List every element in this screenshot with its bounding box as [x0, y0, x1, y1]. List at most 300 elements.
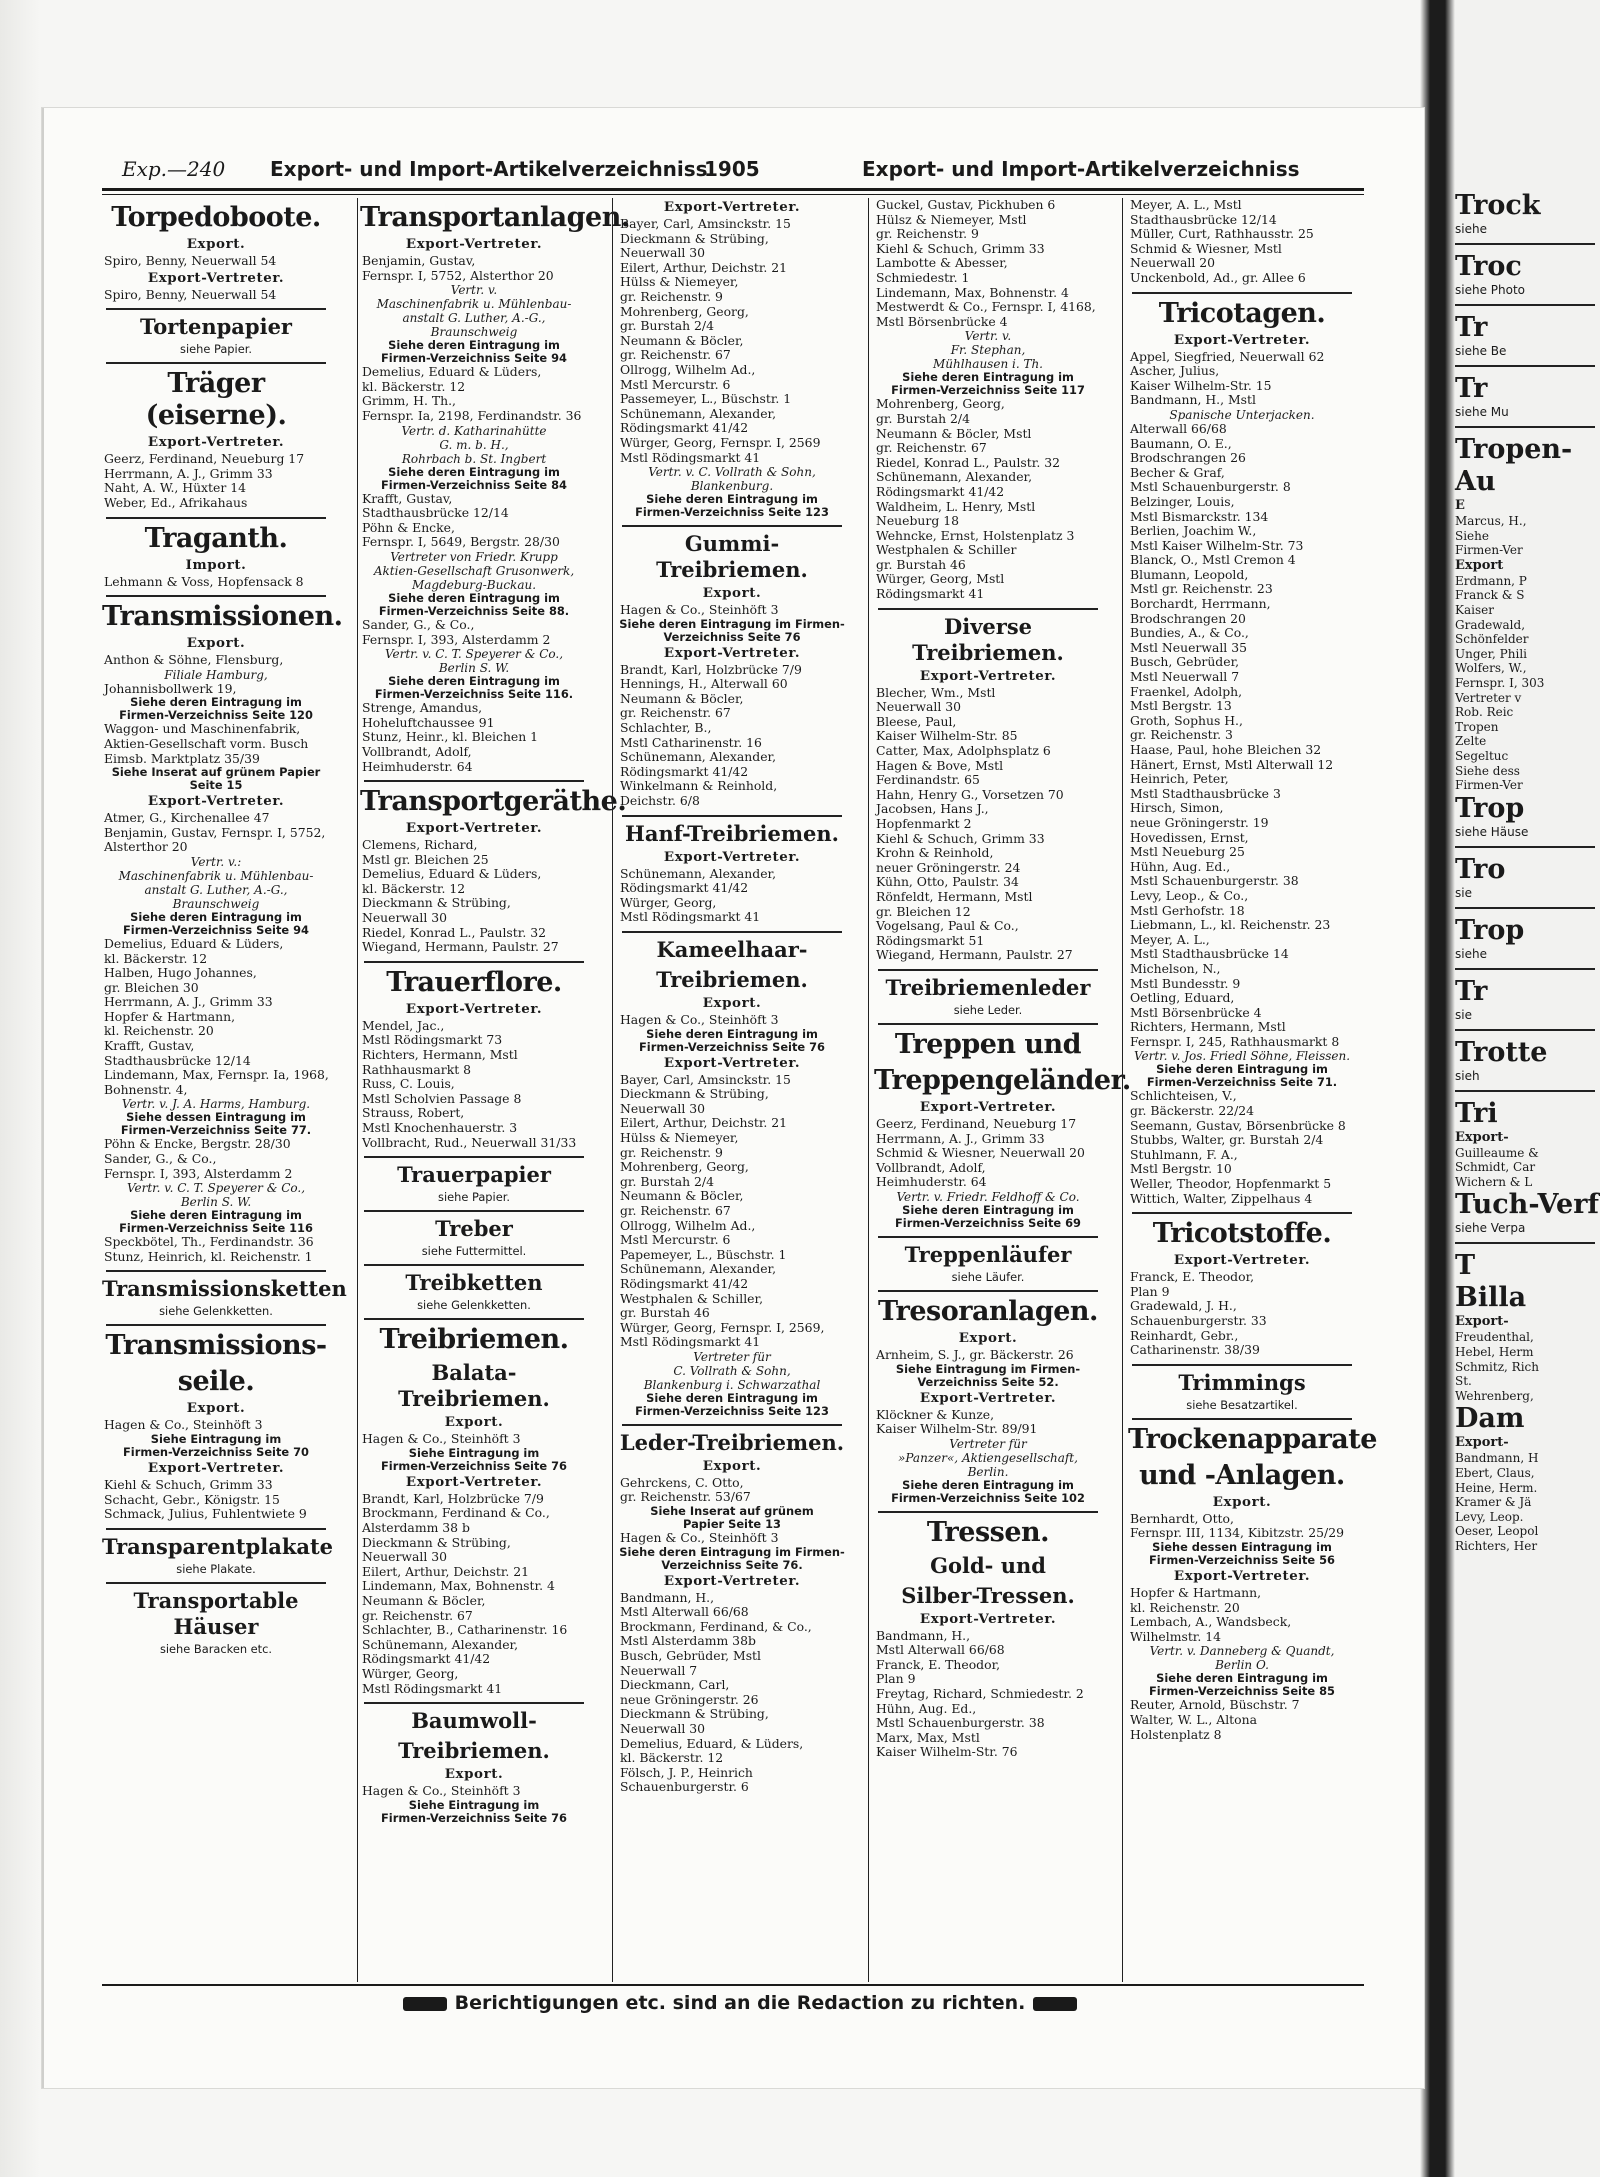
column-5 [1128, 197, 1377, 1982]
category-label: Export. [444, 1766, 504, 1783]
directory-entry: Demelius, Eduard & Lüders, [362, 866, 542, 882]
directory-entry: Dieckmann & Strübing, [362, 895, 511, 911]
register-note: Firmen-Verzeichniss Seite 120 [119, 708, 313, 723]
agency-note: Vertr. v. [964, 329, 1012, 344]
directory-entry: Wolfers, W., [1455, 661, 1527, 676]
section-divider [878, 1023, 1098, 1025]
category-label: Export-Vertreter. [1173, 1567, 1311, 1584]
section-heading: Transmissionen. [102, 601, 343, 633]
directory-entry: Dieckmann & Strübing, [620, 230, 769, 246]
directory-entry: Reuter, Arnold, Büschstr. 7 [1130, 1697, 1300, 1713]
directory-entry: Holstenplatz 8 [1130, 1726, 1222, 1742]
directory-entry: Schacht, Gebr., Königstr. 15 [104, 1491, 280, 1507]
directory-entry: Geerz, Ferdinand, Neueburg 17 [876, 1115, 1077, 1131]
agency-note: Vertr. v. Jos. Friedl Söhne, Fleissen. [1133, 1049, 1351, 1064]
agency-note: G. m. b. H., [439, 437, 509, 452]
directory-entry: Strauss, Robert, [362, 1105, 465, 1121]
directory-entry: Schönfelder [1455, 632, 1529, 647]
directory-entry: Michelson, N., [1130, 960, 1221, 976]
footer-note [390, 1992, 1090, 2014]
directory-entry: Neuerwall 30 [362, 910, 448, 926]
register-note: Siehe deren Eintragung im [902, 1202, 1074, 1217]
agency-note: Rohrbach b. St. Ingbert [401, 451, 547, 466]
directory-entry: Schlachter, B., [620, 720, 712, 736]
category-label: Export-Vertreter. [919, 1389, 1057, 1406]
cross-reference: siehe Häuse [1455, 824, 1529, 839]
agency-note: Vertreter von Friedr. Krupp [390, 549, 558, 564]
directory-entry: Eilert, Arthur, Deichstr. 21 [620, 1115, 788, 1131]
directory-entry: Vogelsang, Paul & Co., [876, 918, 1019, 934]
directory-entry: Eimsb. Marktplatz 35/39 [104, 750, 260, 766]
register-note: Firmen-Verzeichniss Seite 116. [374, 687, 574, 702]
directory-entry: Russ, C. Louis, [362, 1076, 455, 1092]
register-note: Firmen-Verzeichniss Seite 94 [123, 922, 309, 937]
directory-entry: Mstl gr. Reichenstr. 23 [1130, 581, 1273, 597]
directory-entry: Rob. Reic [1455, 705, 1514, 720]
agency-note: »Panzer«, Aktiengesellschaft, [898, 1450, 1078, 1465]
directory-entry: Franck, E. Theodor, [876, 1656, 1001, 1672]
directory-entry: Ascher, Julius, [1130, 363, 1220, 379]
directory-entry: Neueburg 18 [876, 513, 959, 529]
directory-entry: Belzinger, Louis, [1130, 493, 1235, 509]
directory-entry: Hennings, H., Alterwall 60 [620, 676, 788, 692]
directory-entry: Fernspr. I, 5752, Alsterthor 20 [362, 267, 554, 283]
directory-entry: Mendel, Jac., [362, 1017, 445, 1033]
directory-entry: Geerz, Ferdinand, Neueburg 17 [104, 451, 305, 467]
category-label: Export-Vertreter. [663, 1572, 801, 1589]
register-note: Firmen-Verzeichniss Seite 123 [635, 1403, 829, 1418]
cross-reference: siehe Gelenkketten. [417, 1298, 531, 1313]
directory-entry: Vertreter v [1455, 690, 1522, 705]
directory-entry: Meyer, A. L., [1130, 931, 1210, 947]
register-note: Firmen-Verzeichniss Seite 77. [120, 1123, 312, 1138]
directory-entry: Guckel, Gustav, Pickhuben 6 [876, 197, 1056, 212]
register-note: Firmen-Verzeichniss Seite 69 [895, 1215, 1081, 1230]
register-note: Firmen-Verzeichniss Seite 94 [381, 351, 567, 366]
directory-entry: Schünemann, Alexander, [620, 405, 777, 421]
directory-entry: Alsterdamm 38 b [362, 1519, 470, 1535]
directory-entry: gr. Reichenstr. 9 [620, 288, 723, 304]
directory-entry: Mstl Stadthausbrücke 3 [1130, 785, 1281, 801]
directory-entry: Liebmann, L., kl. Reichenstr. 23 [1130, 917, 1331, 933]
cross-reference: siehe Plakate. [176, 1561, 256, 1576]
category-label: Export. [186, 1400, 246, 1417]
register-note: Firmen-Verzeichniss Seite 70 [123, 1445, 309, 1459]
directory-entry: Brandt, Karl, Holzbrücke 7/9 [620, 661, 802, 677]
register-note: Verzeichniss Seite 52. [917, 1374, 1059, 1389]
category-label: Export-Vertreter. [147, 1460, 285, 1476]
directory-entry: Lindemann, Max, Bohnenstr. 4 [362, 1578, 555, 1594]
directory-entry: Westphalen & Schiller, [620, 1290, 764, 1306]
directory-entry: kl. Bäckerstr. 12 [620, 1750, 724, 1766]
subsection-heading: Hanf-Treibriemen. [625, 820, 839, 846]
section-heading: Troc [1455, 251, 1522, 282]
subsection-heading: Trauerpapier [397, 1162, 551, 1188]
register-note: Siehe deren Eintragung im Firmen- [619, 1544, 845, 1559]
section-heading: Tro [1455, 853, 1506, 885]
register-note: Siehe dessen Eintragung im [1152, 1539, 1332, 1554]
directory-entry: Rönfeldt, Hermann, Mstl [876, 888, 1033, 904]
directory-entry: Fernspr. I, 393, Alsterdamm 2 [104, 1165, 293, 1181]
directory-entry: Heimhuderstr. 64 [362, 758, 473, 774]
directory-entry: Hülss & Niemeyer, [620, 1129, 739, 1145]
directory-entry: Jacobsen, Hans J., [876, 801, 989, 817]
directory-entry: Mstl Neuerwall 35 [1130, 639, 1247, 655]
section-divider [106, 362, 326, 364]
directory-entry: Mstl Schauenburgerstr. 8 [1130, 479, 1291, 495]
register-note: Seite 15 [189, 778, 243, 793]
agency-note: anstalt G. Luther, A.-G., [144, 882, 288, 897]
section-divider [1132, 1212, 1352, 1214]
section-divider [364, 1156, 584, 1158]
directory-entry: Vollbrandt, Adolf, [362, 743, 472, 759]
directory-entry: Bleese, Paul, [876, 713, 957, 729]
directory-entry: Brodschrangen 20 [1130, 610, 1246, 626]
directory-entry: Franck & S [1455, 588, 1525, 603]
register-note: Firmen-Verzeichniss Seite 102 [891, 1490, 1085, 1505]
directory-entry: Neumann & Böcler, Mstl [876, 425, 1032, 441]
section-divider [364, 1210, 584, 1212]
section-divider [106, 1528, 326, 1530]
directory-entry: Lehmann & Voss, Hopfensack 8 [104, 573, 304, 589]
directory-entry: Lembach, A., Wandsbeck, [1130, 1614, 1292, 1630]
category-label: Export. [1212, 1493, 1272, 1510]
section-heading: Transportgeräthe. [360, 786, 627, 818]
directory-entry: Firmen-Ver [1455, 778, 1523, 793]
directory-entry: Rödingsmarkt 41/42 [620, 763, 749, 779]
section-divider [1455, 365, 1595, 367]
cross-reference: siehe Verpa [1455, 1221, 1526, 1236]
directory-entry: Mohrenberg, Georg, [620, 1159, 749, 1175]
directory-entry: Freudenthal, [1455, 1330, 1534, 1345]
section-divider [622, 931, 842, 933]
directory-entry: Tropen [1455, 719, 1499, 734]
category-label: Export-Vertreter. [147, 793, 285, 810]
register-note: Firmen-Verzeichniss Seite 76 [639, 1039, 825, 1054]
directory-entry: Mstl Bismarckstr. 134 [1130, 508, 1269, 524]
directory-entry: Schünemann, Alexander, [620, 1261, 777, 1277]
directory-entry: neue Gröningerstr. 26 [620, 1691, 759, 1707]
category-label: Export-Vertreter. [405, 236, 543, 252]
directory-entry: Rödingsmarkt 41/42 [876, 483, 1005, 499]
directory-entry: Rathhausmarkt 8 [362, 1061, 472, 1077]
agency-note: Vertreter für [949, 1436, 1027, 1451]
footer-rule [102, 1984, 1364, 1986]
directory-entry: Halben, Hugo Johannes, [104, 965, 257, 981]
directory-entry: Schünemann, Alexander, [876, 469, 1033, 485]
directory-entry: Sander, G., & Co., [104, 1151, 217, 1167]
directory-entry: Schünemann, Alexander, [620, 865, 777, 881]
directory-entry: Mstl Scholvien Passage 8 [362, 1090, 522, 1106]
directory-entry: Mstl Rödingsmarkt 41 [620, 449, 761, 465]
category-label: Export. [702, 1457, 762, 1474]
section-divider [1132, 292, 1352, 294]
directory-entry: Riedel, Konrad L., Paulstr. 32 [876, 454, 1060, 470]
section-divider [1455, 304, 1595, 306]
agency-note: Mühlhausen i. Th. [932, 357, 1043, 372]
section-heading: Tressen. [926, 1516, 1050, 1548]
directory-entry: Schlachter, B., Catharinenstr. 16 [362, 1622, 568, 1638]
section-divider [1455, 243, 1595, 245]
section-divider [1455, 846, 1595, 848]
directory-entry: Mestwerdt & Co., Fernspr. I, 4168, [876, 299, 1096, 315]
directory-entry: Fraenkel, Adolph, [1130, 683, 1243, 699]
register-note: Siehe deren Eintragung im [646, 492, 818, 507]
directory-entry: Strenge, Amandus, [362, 700, 483, 716]
category-label: Export. [702, 585, 762, 602]
cross-reference: siehe [1455, 946, 1487, 961]
section-divider [364, 1264, 584, 1266]
directory-entry: Schlichteisen, V., [1130, 1088, 1237, 1104]
directory-entry: Blumann, Leopold, [1130, 566, 1249, 582]
section-heading: Trockenapparate [1128, 1423, 1377, 1455]
register-note: Firmen-Verzeichniss Seite 88. [378, 603, 570, 618]
register-note: Siehe deren Eintragung im [646, 1390, 818, 1405]
section-heading: Treppengeländer. [874, 1064, 1131, 1096]
section-divider [106, 1270, 326, 1272]
directory-entry: Bayer, Carl, Amsinckstr. 15 [620, 1071, 791, 1087]
directory-entry: Ferdinandstr. 65 [876, 772, 980, 788]
directory-entry: Hagen & Co., Steinhöft 3 [362, 1783, 521, 1799]
directory-entry: Mohrenberg, Georg, [876, 396, 1005, 412]
adjacent-page-fragment [1455, 190, 1600, 2090]
directory-entry: Ollrogg, Wilhelm Ad., [620, 361, 756, 377]
directory-entry: Mstl Rödingsmarkt 41 [362, 1680, 503, 1696]
directory-entry: Mstl Knochenhauerstr. 3 [362, 1120, 518, 1135]
directory-entry: Neuerwall 30 [620, 245, 706, 261]
cross-reference: siehe [1455, 222, 1487, 236]
section-heading: Tr [1455, 373, 1488, 404]
section-heading: Tr [1455, 975, 1488, 1007]
cross-reference: siehe Mu [1455, 405, 1509, 419]
directory-entry: Wehncke, Ernst, Holstenplatz 3 [876, 527, 1075, 543]
agency-note: Maschinenfabrik u. Mühlenbau- [118, 868, 314, 883]
subsection-heading: Kameelhaar- [656, 937, 808, 962]
cross-reference: sieh [1455, 1068, 1480, 1083]
section-heading: und -Anlagen. [1139, 1459, 1345, 1491]
directory-entry: Lindemann, Max, Bohnenstr. 4 [876, 284, 1069, 300]
section-heading: Trotte [1455, 1036, 1548, 1068]
agency-note: Vertr. v. C. T. Speyerer & Co., [126, 1181, 306, 1196]
subsection-heading: Tortenpapier [140, 314, 292, 340]
directory-entry: Schmiedestr. 1 [876, 269, 970, 285]
column-separator [357, 198, 358, 1982]
directory-entry: Pöhn & Encke, [362, 519, 455, 535]
subsection-heading: Gummi-Treibriemen. [656, 531, 808, 583]
directory-entry: St. [1455, 1374, 1472, 1389]
directory-entry: Oetling, Eduard, [1130, 990, 1235, 1006]
directory-entry: Oeser, Leopol [1455, 1524, 1539, 1539]
directory-entry: Mstl Börsenbrücke 4 [1130, 1004, 1262, 1020]
directory-entry: gr. Reichenstr. 67 [620, 1202, 731, 1218]
directory-entry: Schünemann, Alexander, [362, 1636, 519, 1652]
section-heading: seile. [177, 1366, 255, 1398]
category-label: Export-Vertreter. [405, 1000, 543, 1017]
directory-entry: Weber, Ed., Afrikahaus [104, 494, 248, 510]
register-note: Firmen-Verzeichniss Seite 116 [119, 1221, 313, 1236]
register-note: Papier Seite 13 [683, 1517, 781, 1532]
directory-entry: Richters, Her [1455, 1539, 1538, 1553]
directory-entry: Rödingsmarkt 51 [876, 932, 985, 948]
agency-note: Vertr. v. [450, 283, 498, 298]
register-note: Siehe deren Eintragung im [130, 1208, 302, 1223]
section-divider [1455, 968, 1595, 970]
category-label: Export-Vertreter. [663, 199, 801, 215]
section-divider [364, 1702, 584, 1704]
register-note: Siehe Inserat auf grünem [650, 1504, 814, 1519]
directory-entry: kl. Reichenstr. 20 [1130, 1599, 1240, 1615]
directory-entry: Winkelmann & Reinhold, [620, 778, 778, 794]
section-divider [364, 1318, 584, 1320]
category-label: Export-Vertreter. [663, 644, 801, 661]
directory-entry: Schmid & Wiesner, Mstl [1130, 240, 1282, 256]
section-divider [622, 815, 842, 817]
directory-entry: Mstl Mercurstr. 6 [620, 376, 731, 392]
register-note: Siehe deren Eintragung im [902, 1477, 1074, 1492]
register-note: Siehe Inserat auf grünem Papier [111, 765, 321, 780]
agency-note: Braunschweig [172, 896, 260, 911]
directory-entry: Stubbs, Walter, gr. Burstah 2/4 [1130, 1132, 1324, 1148]
directory-entry: Johannisbollwerk 19, [104, 680, 237, 696]
directory-entry: Sander, G., & Co., [362, 616, 475, 632]
subsection-heading: Transparentplakate [102, 1533, 334, 1559]
directory-entry: kl. Bäckerstr. 12 [362, 880, 466, 896]
directory-entry: Bundies, A., & Co., [1130, 625, 1249, 641]
directory-entry: Seemann, Gustav, Börsenbrücke 8 [1130, 1117, 1346, 1133]
category-label: Export. [444, 1414, 504, 1431]
section-divider [106, 1582, 326, 1584]
directory-entry: Wilhelmstr. 14 [1130, 1628, 1222, 1644]
subsection-heading: Treppenläufer [904, 1241, 1072, 1267]
subsection-heading: Leder-Treibriemen. [619, 1429, 845, 1455]
agency-note: Magdeburg-Buckau. [411, 577, 537, 592]
cross-reference: siehe Läufer. [951, 1269, 1025, 1284]
directory-entry: Würger, Georg, Fernspr. I, 2569, [620, 1319, 825, 1335]
directory-entry: Herrmann, A. J., Grimm 33 [104, 994, 273, 1010]
page-number: Exp.—240 [122, 157, 226, 181]
header-rule-thin [102, 194, 1364, 195]
directory-entry: Brockmann, Ferdinand & Co., [362, 1505, 550, 1521]
register-note: Siehe deren Eintragung im [646, 1026, 818, 1041]
directory-entry: Becher & Graf, [1130, 464, 1225, 480]
directory-entry: Bandmann, H., Mstl [1130, 392, 1256, 408]
directory-entry: Franck, E. Theodor, [1130, 1269, 1255, 1285]
directory-entry: Fernspr. I, 245, Rathhausmarkt 8 [1130, 1033, 1340, 1049]
directory-entry: Hagen & Co., Steinhöft 3 [620, 1530, 779, 1546]
directory-entry: Hänert, Ernst, Mstl Alterwall 12 [1130, 756, 1334, 772]
cross-reference: siehe Be [1455, 344, 1507, 358]
directory-entry: Appel, Siegfried, Neuerwall 62 [1130, 348, 1325, 364]
section-heading: Transportanlagen. [360, 202, 630, 233]
directory-entry: gr. Bäckerstr. 22/24 [1130, 1103, 1255, 1119]
pointing-hand-icon [403, 1997, 447, 2011]
directory-entry: Hülss & Niemeyer, [620, 274, 739, 290]
directory-entry: gr. Burstah 46 [620, 1305, 710, 1321]
category-label: Export. [702, 995, 762, 1011]
directory-entry: gr. Reichenstr. 3 [1130, 727, 1233, 743]
directory-entry: Levy, Leop. [1455, 1509, 1524, 1524]
directory-entry: Mohrenberg, Georg, [620, 303, 749, 319]
directory-entry: Eilert, Arthur, Deichstr. 21 [362, 1563, 530, 1579]
directory-entry: Wehrenberg, [1455, 1388, 1534, 1403]
cross-reference: siehe Futtermittel. [421, 1244, 527, 1259]
subsection-heading: Treber [435, 1216, 513, 1242]
directory-entry: Hahn, Henry G., Vorsetzen 70 [876, 786, 1064, 802]
directory-entry: Dieckmann & Strübing, [620, 1706, 769, 1722]
directory-entry: Catter, Max, Adolphsplatz 6 [876, 743, 1051, 759]
section-divider [364, 780, 584, 782]
register-note: Siehe dessen Eintragung im [126, 1110, 306, 1125]
agency-note: Filiale Hamburg, [164, 667, 268, 682]
section-divider [878, 969, 1098, 971]
directory-entry: gr. Bleichen 12 [876, 903, 971, 919]
directory-entry: Rödingsmarkt 41/42 [620, 1275, 749, 1291]
cross-reference: siehe Gelenkketten. [159, 1304, 273, 1319]
agency-note: Aktien-Gesellschaft Grusonwerk, [373, 563, 575, 578]
agency-note: Blankenburg. [690, 479, 774, 494]
agency-note: anstalt G. Luther, A.-G., [402, 311, 546, 326]
directory-entry: Speckbötel, Th., Ferdinandstr. 36 [104, 1234, 314, 1250]
column-separator [1122, 198, 1123, 1982]
directory-entry: Hopfer & Hartmann, [104, 1008, 236, 1024]
directory-entry: Hagen & Co., Steinhöft 3 [620, 602, 779, 618]
directory-entry: Meyer, A. L., Mstl [1130, 197, 1242, 212]
directory-entry: Stunz, Heinr., kl. Bleichen 1 [362, 729, 539, 745]
category-label: Export-Vertreter. [405, 1473, 543, 1490]
section-heading: Tricotagen. [1158, 297, 1326, 329]
section-heading: Transmissions- [105, 1330, 327, 1362]
section-divider [878, 1290, 1098, 1292]
subsection-heading: Transmissionsketten [102, 1276, 347, 1302]
directory-entry: Wichern & L [1455, 1174, 1533, 1189]
directory-entry: Neuerwall 20 [1130, 255, 1216, 271]
directory-entry: Unger, Phili [1455, 646, 1527, 661]
directory-entry: Stadthausbrücke 12/14 [1130, 211, 1277, 227]
directory-entry: Arnheim, S. J., gr. Bäckerstr. 26 [876, 1346, 1074, 1362]
directory-entry: Würger, Georg, [620, 894, 717, 910]
directory-entry: Passemeyer, L., Büschstr. 1 [620, 391, 792, 407]
agency-note: Spanische Unterjacken. [1169, 407, 1315, 422]
directory-entry: Mstl Rödingsmarkt 73 [362, 1032, 503, 1048]
register-note: Siehe deren Eintragung im [902, 370, 1074, 385]
directory-entry: Hühn, Aug. Ed., [876, 1700, 977, 1716]
agency-note: Vertr. v. C. T. Speyerer & Co., [384, 647, 564, 662]
directory-entry: Kiehl & Schuch, Grimm 33 [104, 1477, 273, 1492]
directory-entry: Kramer & Jä [1455, 1495, 1532, 1510]
register-note: Siehe deren Eintragung im [388, 338, 560, 353]
category-label: Export-Vertreter. [147, 434, 285, 451]
agency-note: Vertr. v. C. Vollrath & Sohn, [648, 465, 816, 480]
directory-entry: Waggon- und Maschinenfabrik, [104, 721, 301, 737]
directory-entry: Deichstr. 6/8 [620, 793, 700, 809]
section-divider [106, 1324, 326, 1326]
directory-entry: Fernspr. I, 5649, Bergstr. 28/30 [362, 534, 560, 550]
directory-entry: Fernspr. III, 1134, Kibitzstr. 25/29 [1130, 1525, 1344, 1541]
agency-note: Vertr. v. Danneberg & Quandt, [1149, 1644, 1335, 1659]
directory-entry: Busch, Gebrüder, [1130, 654, 1240, 670]
directory-entry: Klöckner & Kunze, [876, 1406, 995, 1422]
directory-entry: Vollbracht, Rud., Neuerwall 31/33 [362, 1134, 577, 1150]
register-note: Siehe deren Eintragung im [130, 695, 302, 710]
directory-entry: Mstl Alterwall 66/68 [876, 1642, 1005, 1658]
directory-entry: Kaiser Wilhelm-Str. 15 [1130, 377, 1272, 393]
directory-entry: Segeltuc [1455, 748, 1509, 763]
directory-entry: Mstl Kaiser Wilhelm-Str. 73 [1130, 537, 1304, 553]
directory-entry: Unckenbold, Ad., gr. Allee 6 [1130, 269, 1306, 285]
directory-entry: Demelius, Eduard & Lüders, [104, 935, 284, 951]
directory-entry: Siehe [1455, 528, 1489, 543]
directory-entry: Hülsz & Niemeyer, Mstl [876, 211, 1027, 227]
